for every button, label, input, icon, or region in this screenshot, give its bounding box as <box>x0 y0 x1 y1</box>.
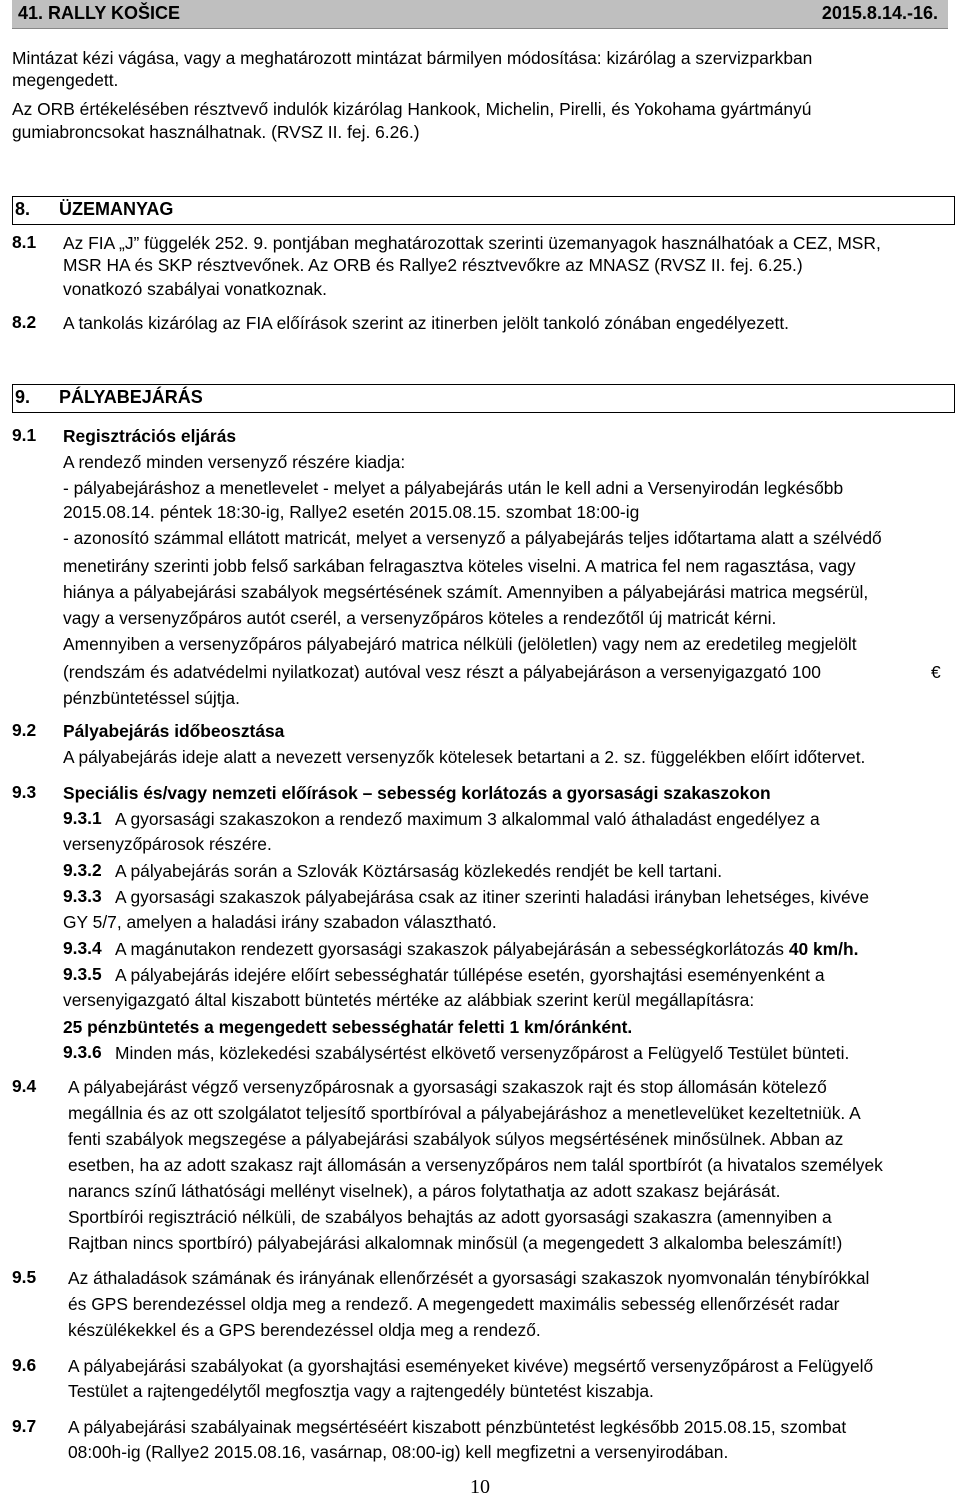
subparagraph-number: 9.3.6 <box>63 1042 102 1062</box>
paragraph-line: A gyorsasági szakaszokon a rendező maximum 3 alkalommal való áthaladást engedélyez a <box>115 809 820 829</box>
paragraph-line: fenti szabályok megszegése a pályabejárási szabályok súlyos megsértésének minősülnek. Abban az <box>68 1129 844 1149</box>
paragraph-line: megállnia és az ott szolgálatot teljesítő sportbíróval a pályabejáráshoz a menetlevelüket kezeltetniük. A <box>68 1103 861 1123</box>
paragraph-line: vagy a versenyzőpáros autót cserél, a versenyzőpáros köteles a rendezőtől új matricát kérni. <box>63 608 777 628</box>
paragraph-line: A pályabejárás során a Szlovák Köztársaság közlekedés rendjét be kell tartani. <box>115 861 723 881</box>
paragraph-line: 2015.08.14. péntek 18:30-ig, Rallye2 esetén 2015.08.15. szombat 18:00-ig <box>63 502 640 522</box>
section-number: 9. <box>15 387 31 407</box>
paragraph-line: A pályabejárási szabályainak megsértéséért kiszabott pénzbüntetést legkésőbb 2015.08.15, szombat <box>68 1417 847 1437</box>
paragraph-line: GY 5/7, amelyen a haladási irány szabadon választható. <box>63 912 497 932</box>
paragraph-line: Sportbírói regisztráció nélküli, de szabályos behajtás az adott gyorsasági szakaszra (amennyiben a <box>68 1207 832 1227</box>
subparagraph-number: 9.3.1 <box>63 808 102 828</box>
page-header <box>12 0 948 29</box>
paragraph-line: narancs színű láthatósági mellényt viselnek), a páros folytathatja az adott szakasz bejárását. <box>68 1181 781 1201</box>
paragraph-title: Regisztrációs eljárás <box>63 426 237 446</box>
paragraph-line: 08:00h-ig (Rallye2 2015.08.16, vasárnap, 08:00-ig) kell megfizetni a versenyirodában. <box>68 1442 729 1462</box>
fine-text: 25 pénzbüntetés a megengedett sebességhatár feletti 1 km/óránként. <box>63 1017 633 1037</box>
event-date: 2015.8.14.-16. <box>821 3 938 23</box>
intro-line: megengedett. <box>12 70 119 90</box>
event-title: 41. RALLY KOŠICE <box>18 3 181 23</box>
paragraph-line: menetirány szerinti jobb felső sarkában felragasztva köteles viselni. A matrica fel nem ragasztása, vagy <box>63 556 856 576</box>
paragraph-number: 9.5 <box>12 1267 37 1287</box>
intro-line: Mintázat kézi vágása, vagy a meghatározott mintázat bármilyen módosítása: kizárólag a szervizparkban <box>12 48 813 68</box>
paragraph-title: Pályabejárás időbeosztása <box>63 721 285 741</box>
section-title: ÜZEMANYAG <box>59 199 174 219</box>
paragraph-line <box>115 938 858 960</box>
paragraph-number: 9.3 <box>12 782 37 802</box>
paragraph-line: - azonosító számmal ellátott matricát, melyet a versenyző a pályabejárás teljes időtartama alatt a szélvédő <box>63 528 882 548</box>
intro-line: Az ORB értékelésében résztvevő indulók kizárólag Hankook, Michelin, Pirelli, és Yokohama gyártmányú <box>12 99 812 119</box>
paragraph-line: készülékekkel és a GPS berendezéssel oldja meg a rendező. <box>68 1320 541 1340</box>
paragraph-number: 8.2 <box>12 312 37 332</box>
forint-sign-icon: € <box>931 662 941 682</box>
paragraph-line: Minden más, közlekedési szabálysértést elkövető versenyzőpárost a Felügyelő Testület bünteti. <box>115 1043 850 1063</box>
paragraph-line: vonatkozó szabályai vonatkoznak. <box>63 279 327 299</box>
paragraph-line: A pályabejárást végző versenyzőpárosnak a gyorsasági szakaszok rajt és stop állomásán kötelező <box>68 1077 827 1097</box>
paragraph-number: 9.2 <box>12 720 37 740</box>
fine-statement <box>63 1016 632 1038</box>
paragraph-line: (rendszám és adatvédelmi nyilatkozat) autóval vesz részt a pályabejáráson a versenyigazgató 100 <box>63 662 821 682</box>
paragraph-line: Rajtban nincs sportbíró) pályabejárási alkalomnak minősül (a megengedett 3 alkalomba beleszámít!) <box>68 1233 843 1253</box>
paragraph-title: Speciális és/vagy nemzeti előírások – sebesség korlátozás a gyorsasági szakaszokon <box>63 783 771 803</box>
paragraph-number: 8.1 <box>12 232 37 252</box>
paragraph-line: - pályabejáráshoz a menetlevelet - melyet a pályabejárás után le kell adni a Versenyirodán legkésőbb <box>63 478 844 498</box>
page-number: 10 <box>470 1476 490 1498</box>
section-heading-9 <box>12 384 955 413</box>
speed-limit: 40 km/h. <box>788 939 859 959</box>
section-heading-8 <box>12 196 955 225</box>
section-number: 8. <box>15 199 31 219</box>
intro-line: gumiabroncsokat használhatnak. (RVSZ II. fej. 6.26.) <box>12 122 420 142</box>
paragraph-number: 9.4 <box>12 1076 37 1096</box>
paragraph-line: A pályabejárás idejére előírt sebességhatár túllépése esetén, gyorshajtási eseményenként a <box>115 965 825 985</box>
paragraph-text: A magánutakon rendezett gyorsasági szakaszok pályabejárásán a sebességkorlátozás <box>115 939 784 959</box>
paragraph-line: A tankolás kizárólag az FIA előírások szerint az itinerben jelölt tankoló zónában engedélyezett. <box>63 313 790 333</box>
paragraph-line: esetben, ha az adott szakasz rajt állomásán a versenyzőpáros nem talál sportbírót (a hivatalos személyek <box>68 1155 883 1175</box>
paragraph-line: hiánya a pályabejárási szabályok megsértésének számít. Amennyiben a pályabejárási matrica megsérül, <box>63 582 869 602</box>
paragraph-number: 9.1 <box>12 425 37 445</box>
paragraph-line: Testület a rajtengedélytől megfosztja vagy a rajtengedély büntetést kiszabja. <box>68 1381 654 1401</box>
subparagraph-number: 9.3.3 <box>63 886 102 906</box>
paragraph-line: és GPS berendezéssel oldja meg a rendező. A megengedett maximális sebesség ellenőrzését radar <box>68 1294 840 1314</box>
paragraph-line: A pályabejárás ideje alatt a nevezett versenyzők kötelesek betartani a 2. sz. függelékben előírt időtervet. <box>63 747 866 767</box>
subparagraph-number: 9.3.4 <box>63 938 102 958</box>
subparagraph-number: 9.3.2 <box>63 860 102 880</box>
paragraph-line: versenyzőpárosok részére. <box>63 834 272 854</box>
paragraph-line: A rendező minden versenyző részére kiadja: <box>63 452 406 472</box>
section-title: PÁLYABEJÁRÁS <box>59 387 203 407</box>
paragraph-number: 9.6 <box>12 1355 37 1375</box>
paragraph-line: A pályabejárási szabályokat (a gyorshajtási eseményeket kivéve) megsértő versenyzőpárost a Felügyelő <box>68 1356 874 1376</box>
paragraph-line: Amennyiben a versenyzőpáros pályabejáró matrica nélküli (jelöletlen) vagy nem az eredetileg megjelölt <box>63 634 857 654</box>
paragraph-line: MSR HA és SKP résztvevőnek. Az ORB és Rallye2 résztvevőkre az MNASZ (RVSZ II. fej. 6.25.) <box>63 255 803 275</box>
paragraph-line: Az FIA „J” függelék 252. 9. pontjában meghatározottak szerinti üzemanyagok használhatóak a CEZ, MSR, <box>63 233 881 253</box>
paragraph-line: A gyorsasági szakaszok pályabejárása csak az itiner szerinti haladási irányban lehetséges, kivéve <box>115 887 869 907</box>
paragraph-line: Az áthaladások számának és irányának ellenőrzését a gyorsasági szakaszok nyomvonalán ténybírókkal <box>68 1268 870 1288</box>
paragraph-line: versenyigazgató által kiszabott büntetés mértéke az alábbiak szerint kerül megállapításra: <box>63 990 755 1010</box>
subparagraph-number: 9.3.5 <box>63 964 102 984</box>
paragraph-number: 9.7 <box>12 1416 37 1436</box>
paragraph-line: pénzbüntetéssel sújtja. <box>63 688 240 708</box>
